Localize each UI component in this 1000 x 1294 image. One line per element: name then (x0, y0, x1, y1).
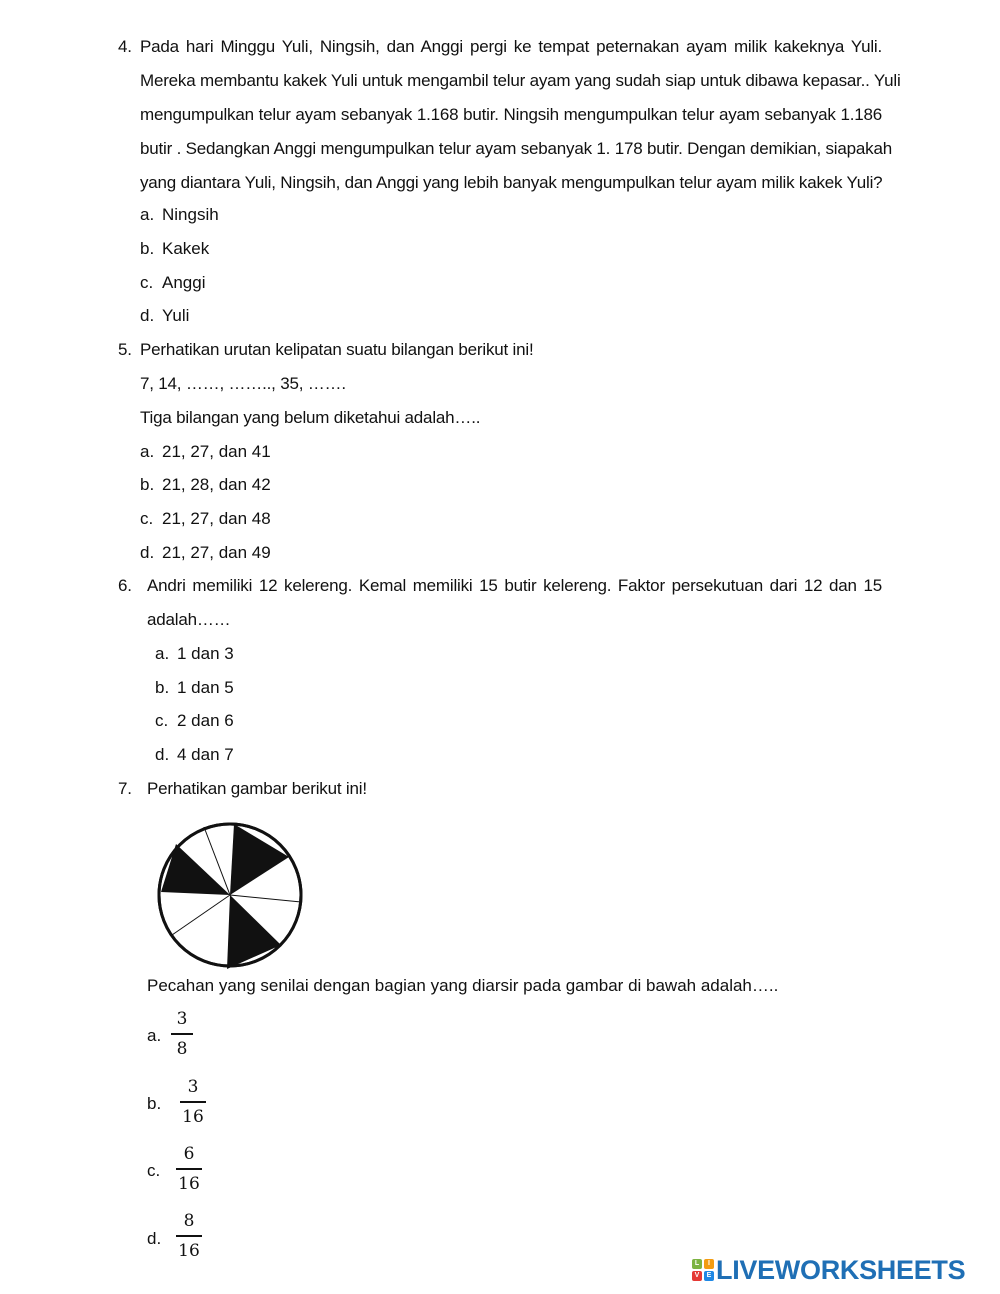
option-b-fraction[interactable]: 3 16 (180, 1076, 206, 1128)
question-4 (118, 30, 901, 200)
logo-mark-icon: L I V E (692, 1259, 714, 1281)
question-text-line: Tiga bilangan yang belum diketahui adalah….. (140, 408, 481, 427)
option-b[interactable]: b. 21, 28, dan 42 (140, 475, 271, 494)
option-a[interactable]: a. 21, 27, dan 41 (140, 442, 271, 461)
question-text: Pecahan yang senilai dengan bagian yang diarsir pada gambar di bawah adalah….. (147, 976, 779, 995)
question-text-line: yang diantara Yuli, Ningsih, dan Anggi yang lebih banyak mengumpulkan telur ayam milik kakek Yuli? (140, 173, 883, 192)
liveworksheets-logo (692, 1254, 965, 1286)
question-5 (118, 333, 882, 435)
shaded-circle-figure (150, 815, 310, 975)
question-text-line: Perhatikan urutan kelipatan suatu bilangan berikut ini! (140, 340, 534, 359)
option-c-label: c. (147, 1161, 161, 1180)
question-number: 6. (118, 576, 132, 595)
option-a[interactable]: a. Ningsih (140, 205, 219, 224)
option-a-label: a. (147, 1026, 162, 1045)
question-text-line: mengumpulkan telur ayam sebanyak 1.168 butir. Ningsih mengumpulkan telur ayam sebanyak 1.186 (140, 105, 882, 124)
question-text-line: Mereka membantu kakek Yuli untuk mengambil telur ayam yang sudah siap untuk dibawa kepasar.. Yuli (140, 71, 901, 90)
question-text-line: butir . Sedangkan Anggi mengumpulkan telur ayam sebanyak 1. 178 butir. Dengan demikian, siapakah (140, 139, 892, 158)
option-b[interactable]: b. 1 dan 5 (155, 678, 234, 697)
option-d[interactable]: d. 4 dan 7 (155, 745, 234, 764)
option-c[interactable]: c. 2 dan 6 (155, 711, 234, 730)
option-c[interactable]: c. 21, 27, dan 48 (140, 509, 271, 528)
question-number: 4. (118, 37, 132, 56)
option-d-fraction[interactable]: 8 16 (176, 1210, 202, 1262)
option-a[interactable]: a. 1 dan 3 (155, 644, 234, 663)
option-b[interactable]: b. Kakek (140, 239, 210, 258)
option-a-fraction[interactable]: 3 8 (171, 1008, 193, 1060)
question-number: 5. (118, 340, 132, 359)
option-d-label: d. (147, 1229, 162, 1248)
question-prompt: Perhatikan gambar berikut ini! (147, 779, 367, 798)
question-7 (118, 772, 882, 806)
option-d[interactable]: d. 21, 27, dan 49 (140, 543, 271, 562)
option-d[interactable]: d. Yuli (140, 306, 190, 325)
question-text-line: Pada hari Minggu Yuli, Ningsih, dan Anggi pergi ke tempat peternakan ayam milik kakeknya Yuli. (140, 37, 882, 56)
question-6 (118, 569, 882, 637)
option-c-fraction[interactable]: 6 16 (176, 1143, 202, 1195)
logo-text: LIVEWORKSHEETS (716, 1254, 966, 1285)
option-c[interactable]: c. Anggi (140, 273, 206, 292)
number-sequence: 7, 14, ……, …….., 35, ……. (140, 374, 346, 393)
option-b-label: b. (147, 1094, 162, 1113)
question-text-line: adalah…… (147, 610, 231, 629)
question-text-line: Andri memiliki 12 kelereng. Kemal memiliki 15 butir kelereng. Faktor persekutuan dari 12 dan 15 (147, 576, 882, 595)
question-number: 7. (118, 779, 132, 798)
